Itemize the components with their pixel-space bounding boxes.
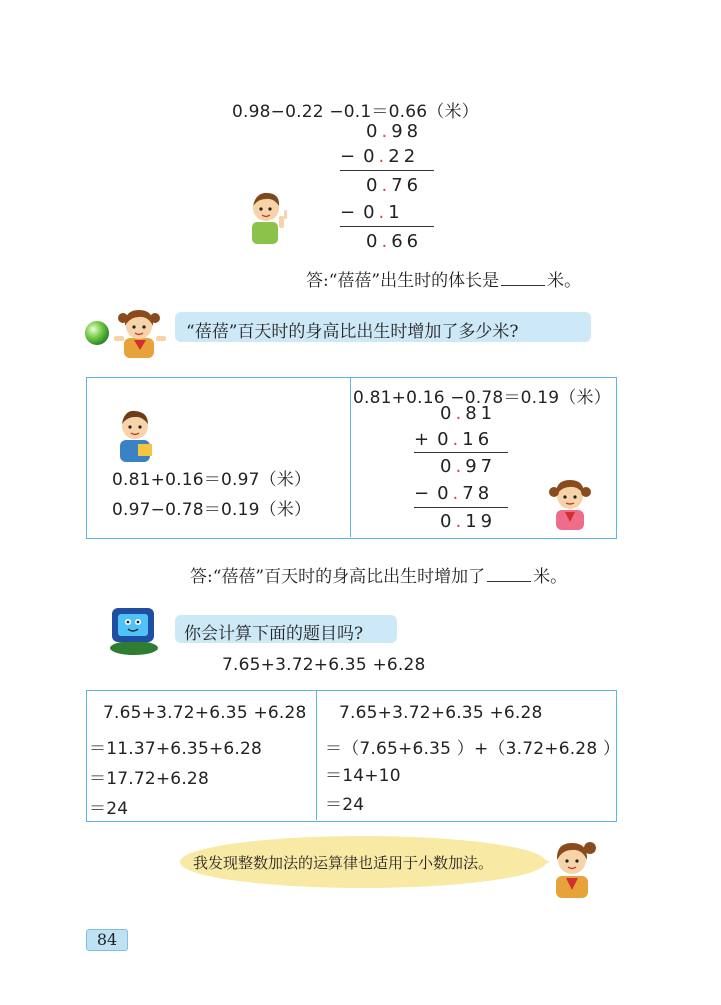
sum-line-2 xyxy=(340,226,434,227)
vertical-row-1: 0.98 xyxy=(366,121,423,142)
boy-with-book-illustration xyxy=(112,406,158,462)
vertical-result-1: 0.76 xyxy=(366,175,423,196)
method-right-line-1 xyxy=(414,452,508,453)
question-2-text: “蓓蓓”百天时的身高比出生时增加了多少米? xyxy=(186,322,519,342)
method-right-result-1: 0.97 xyxy=(440,456,497,477)
girl-waving-illustration xyxy=(112,304,168,358)
page-number: 84 xyxy=(86,929,128,951)
vertical-row-3: − 0.1 xyxy=(340,202,404,223)
answer-1: 答:“蓓蓓”出生时的体长是 米。 xyxy=(306,271,582,291)
conclusion-text: 我发现整数加法的运算律也适用于小数加法。 xyxy=(193,854,494,872)
solution-left-line-1: 7.65+3.72+6.35 +6.28 xyxy=(103,703,307,723)
method-right-equation: 0.81+0.16 −0.78＝0.19（米） xyxy=(353,388,611,408)
computer-mascot-illustration xyxy=(104,604,164,656)
method-right-row-2: + 0.16 xyxy=(414,429,494,450)
answer-blank-1[interactable] xyxy=(501,271,545,286)
method-right-result-2: 0.19 xyxy=(440,511,497,532)
vertical-row-2: − 0.22 xyxy=(340,146,420,167)
equation-1: 0.98−0.22 −0.1＝0.66（米） xyxy=(232,102,479,122)
vertical-result-2: 0.66 xyxy=(366,231,423,252)
solution-right-line-2: ＝（7.65+6.35 ）+（3.72+6.28 ） xyxy=(325,739,621,759)
method-right-line-2 xyxy=(414,507,508,508)
solution-right-line-4: ＝24 xyxy=(325,795,365,815)
method-right-row-3: − 0.78 xyxy=(414,483,494,504)
solution-left-line-3: ＝17.72+6.28 xyxy=(89,769,209,789)
solution-left-line-4: ＝24 xyxy=(89,799,129,819)
green-ball-icon xyxy=(84,320,110,346)
solution-left-line-2: ＝11.37+6.35+6.28 xyxy=(89,739,263,759)
method-right-row-1: 0.81 xyxy=(440,403,497,424)
question-3-text: 你会计算下面的题目吗? xyxy=(184,624,364,644)
method-left-line-1: 0.81+0.16＝0.97（米） xyxy=(112,470,312,490)
solution-right-line-3: ＝14+10 xyxy=(325,766,401,786)
girl-pigtail-illustration xyxy=(546,838,598,898)
answer-2: 答:“蓓蓓”百天时的身高比出生时增加了 米。 xyxy=(190,567,568,587)
sum-line-1 xyxy=(340,170,434,171)
solution-right-line-1: 7.65+3.72+6.35 +6.28 xyxy=(339,703,543,723)
boy-pointing-illustration xyxy=(246,188,294,244)
solutions-divider xyxy=(316,691,317,820)
methods-divider xyxy=(350,378,351,537)
answer-blank-2[interactable] xyxy=(487,567,531,582)
question-3-expression: 7.65+3.72+6.35 +6.28 xyxy=(222,655,426,675)
method-left-line-2: 0.97−0.78＝0.19（米） xyxy=(112,500,312,520)
girl-thinking-illustration xyxy=(546,474,594,530)
